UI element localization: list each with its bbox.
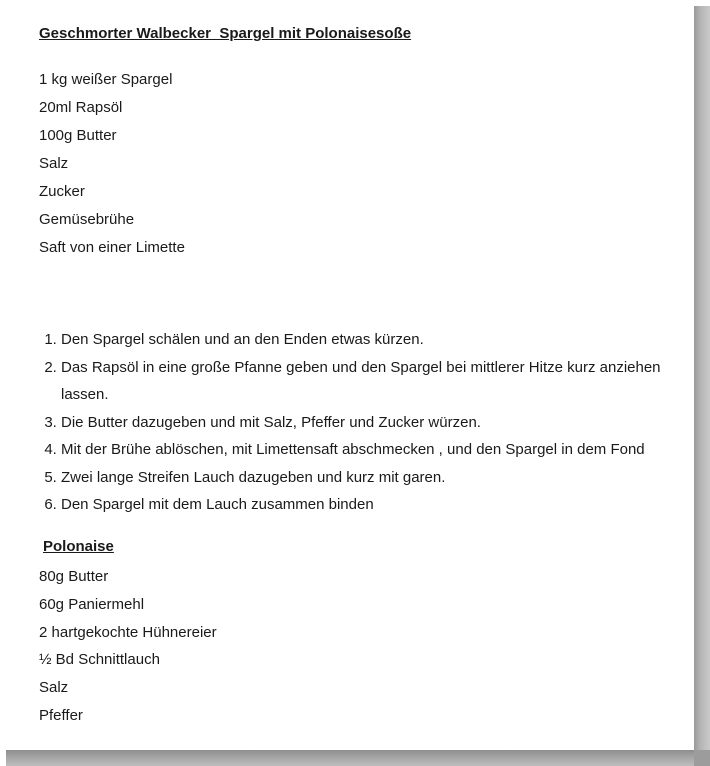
polonaise-ingredient-item: Salz (39, 679, 69, 697)
polonaise-ingredient-item: 2 hartgekochte Hühnereier (39, 623, 217, 641)
instruction-step: 4. Mit der Brühe ablöschen, mit Limettensaft abschmecken , und den Spargel in dem Fond (61, 436, 694, 464)
instruction-step: 3. Die Butter dazugeben und mit Salz, Pfeffer und Zucker würzen. (61, 409, 694, 437)
instruction-step: 1. Den Spargel schälen und an den Enden etwas kürzen. (61, 326, 694, 354)
ingredient-item: 20ml Rapsöl (39, 99, 123, 116)
polonaise-ingredient-list (39, 566, 217, 733)
instruction-step: 2. Das Rapsöl in eine große Pfanne geben und den Spargel bei mittlerer Hitze kurz anziehen lassen. (61, 354, 694, 409)
ingredient-item: Gemüsebrühe (39, 211, 135, 228)
ingredient-item: Saft von einer Limette (39, 239, 185, 256)
polonaise-ingredient-item: ½ Bd Schnittlauch (39, 651, 160, 669)
page-shadow-right (694, 6, 710, 766)
instruction-step: 5. Zwei lange Streifen Lauch dazugeben und kurz mit garen. (61, 464, 694, 492)
polonaise-ingredient-item: Pfeffer (39, 706, 83, 724)
ingredient-item: 100g Butter (39, 127, 117, 144)
ingredient-item: 1 kg weißer Spargel (39, 71, 173, 88)
page-shadow-bottom (6, 750, 710, 766)
instruction-list (39, 326, 694, 519)
ingredient-item: Zucker (39, 183, 85, 200)
ingredient-list (39, 69, 185, 265)
polonaise-ingredient-item: 60g Paniermehl (39, 595, 145, 613)
recipe-title: Geschmorter Walbecker Spargel mit Polonaisesoße (39, 25, 412, 42)
page-shadow-corner (694, 750, 710, 766)
instruction-step: 6. Den Spargel mit dem Lauch zusammen binden (61, 491, 694, 519)
polonaise-ingredient-item: 80g Butter (39, 568, 109, 585)
polonaise-heading: Polonaise (43, 538, 114, 555)
ingredient-item: Salz (39, 155, 69, 172)
